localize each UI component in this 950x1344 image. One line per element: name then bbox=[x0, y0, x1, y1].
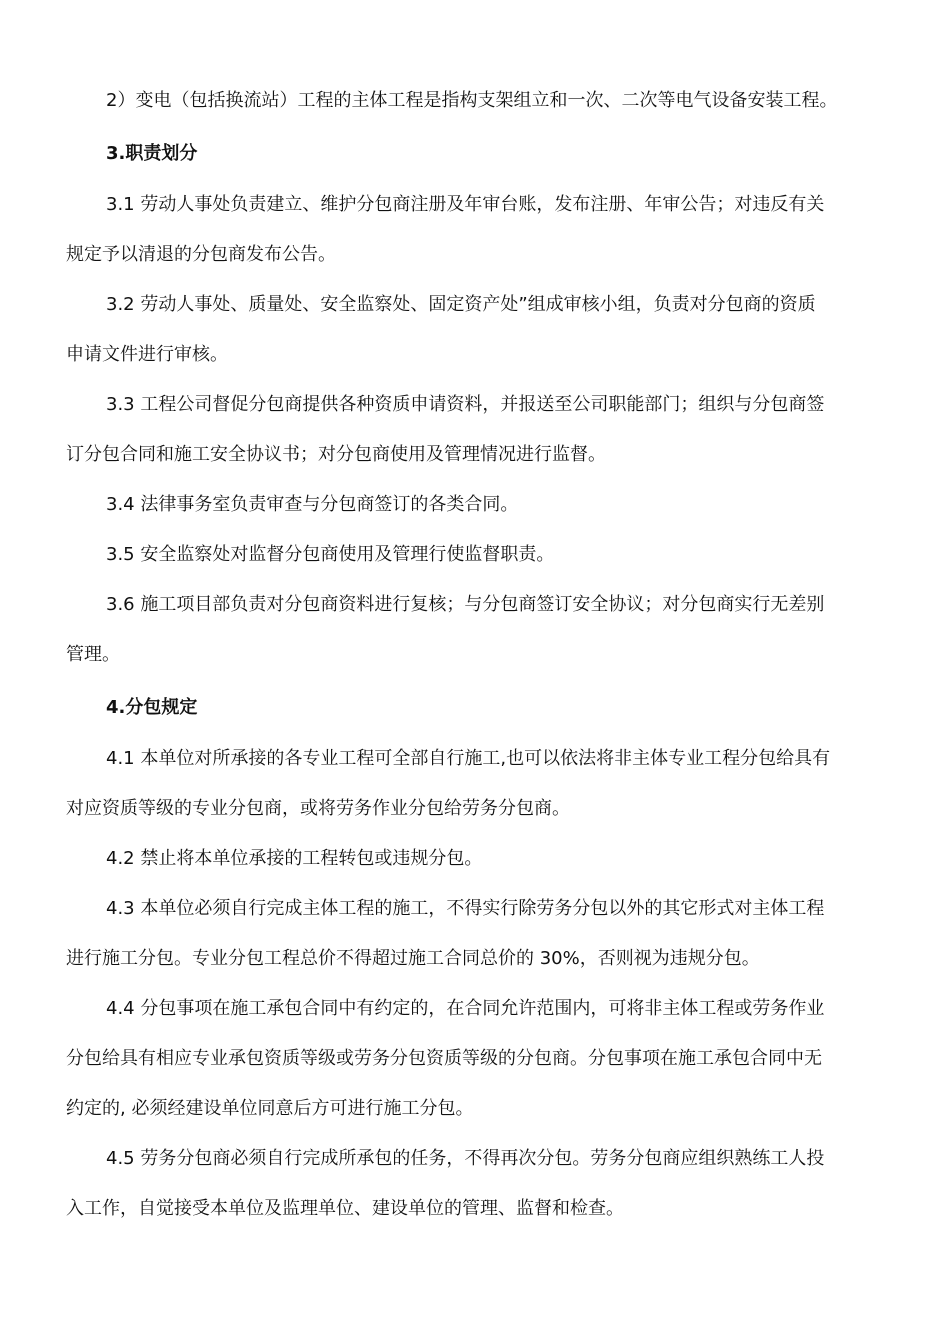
text-line-4-2: 4.2 禁止将本单位承接的工程转包或违规分包。 bbox=[106, 848, 483, 869]
text-line-3-6-b: 管理。 bbox=[66, 644, 120, 665]
text-line-3-3-b: 订分包合同和施工安全协议书；对分包商使用及管理情况进行监督。 bbox=[66, 444, 606, 465]
text-line-4-3-b: 进行施工分包。专业分包工程总价不得超过施工合同总价的 30%，否则视为违规分包。 bbox=[66, 948, 760, 969]
text-line-3-2-b: 申请文件进行审核。 bbox=[66, 344, 228, 365]
text-line-3-1-a: 3.1 劳动人事处负责建立、维护分包商注册及年审台账，发布注册、年审公告；对违反有关 bbox=[106, 194, 825, 215]
section-heading-4: 4.分包规定 bbox=[106, 697, 198, 718]
text-line-3-4: 3.4 法律事务室负责审查与分包商签订的各类合同。 bbox=[106, 494, 519, 515]
text-line-4-3-a: 4.3 本单位必须自行完成主体工程的施工，不得实行除劳务分包以外的其它形式对主体工程 bbox=[106, 898, 825, 919]
text-line-3-1-b: 规定予以清退的分包商发布公告。 bbox=[66, 244, 336, 265]
text-line-3-3-a: 3.3 工程公司督促分包商提供各种资质申请资料，并报送至公司职能部门；组织与分包商签 bbox=[106, 394, 825, 415]
text-line-3-2-a: 3.2 劳动人事处、质量处、安全监察处、固定资产处”组成审核小组，负责对分包商的资质 bbox=[106, 294, 816, 315]
text-line-3-6-a: 3.6 施工项目部负责对分包商资料进行复核；与分包商签订安全协议；对分包商实行无差别 bbox=[106, 594, 825, 615]
text-line-4-1-a: 4.1 本单位对所承接的各专业工程可全部自行施工,也可以依法将非主体专业工程分包给具有 bbox=[106, 748, 831, 769]
text-line-4-1-b: 对应资质等级的专业分包商，或将劳务作业分包给劳务分包商。 bbox=[66, 798, 570, 819]
text-line-4-4-a: 4.4 分包事项在施工承包合同中有约定的，在合同允许范围内，可将非主体工程或劳务作业 bbox=[106, 998, 825, 1019]
text-line-4-4-b: 分包给具有相应专业承包资质等级或劳务分包资质等级的分包商。分包事项在施工承包合同中无 bbox=[66, 1048, 822, 1069]
text-line-4-5-a: 4.5 劳务分包商必须自行完成所承包的任务，不得再次分包。劳务分包商应组织熟练工人投 bbox=[106, 1148, 825, 1169]
text-line-2-substation: 2）变电（包括换流站）工程的主体工程是指构支架组立和一次、二次等电气设备安装工程。 bbox=[106, 90, 838, 111]
text-line-4-5-b: 入工作，自觉接受本单位及监理单位、建设单位的管理、监督和检查。 bbox=[66, 1198, 624, 1219]
text-line-3-5: 3.5 安全监察处对监督分包商使用及管理行使监督职责。 bbox=[106, 544, 555, 565]
section-heading-3: 3.职责划分 bbox=[106, 143, 198, 164]
text-line-4-4-c: 约定的, 必须经建设单位同意后方可进行施工分包。 bbox=[66, 1098, 474, 1119]
